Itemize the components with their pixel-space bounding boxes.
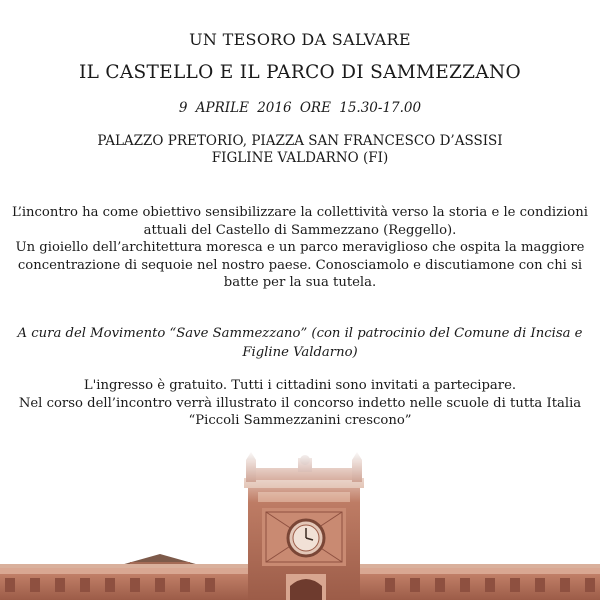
intro-line-2: attuali del Castello di Sammezzano (Reggello). (143, 222, 457, 238)
info-line-1: L'ingresso è gratuito. Tutti i cittadini sono invitati a partecipare. (83, 378, 517, 393)
castle-of-sammezzano-photo (0, 450, 600, 600)
info-line-3: “Piccoli Sammezzanini crescono” (188, 413, 412, 428)
flyer-subtitle: UN TESORO DA SALVARE (189, 30, 411, 49)
event-date-time: 9 APRILE 2016 ORE 15.30-17.00 (178, 100, 422, 116)
info-paragraph (0, 377, 600, 430)
intro-line-5: batte per la sua tutela. (223, 275, 377, 290)
location-line-2: FIGLINE VALDARNO (FI) (211, 150, 389, 166)
intro-line-1: L’incontro ha come obiettivo sensibilizzare la collettività verso la storia e le condizioni (12, 205, 588, 220)
flyer-title: IL CASTELLO E IL PARCO DI SAMMEZZANO (79, 62, 521, 83)
curated-line-1: A cura del Movimento “Save Sammezzano” (con il patrocinio del Comune di Incisa e (17, 326, 583, 341)
info-line-2: Nel corso dell’incontro verrà illustrato il concorso indetto nelle scuole di tutta Italia (18, 395, 582, 411)
curated-line-2: Figline Valdarno) (242, 345, 358, 360)
intro-line-4: concentrazione di sequoie nel nostro paese. Conosciamolo e discutiamone con chi si (17, 257, 583, 273)
location-line-1: PALAZZO PRETORIO, PIAZZA SAN FRANCESCO D’ASSISI (97, 133, 503, 149)
intro-paragraph (0, 204, 600, 292)
intro-line-3: Un gioiello dell’architettura moresca e un parco meraviglioso che ospita la maggiore (15, 240, 585, 255)
curated-by (0, 324, 600, 362)
event-location (0, 133, 600, 167)
